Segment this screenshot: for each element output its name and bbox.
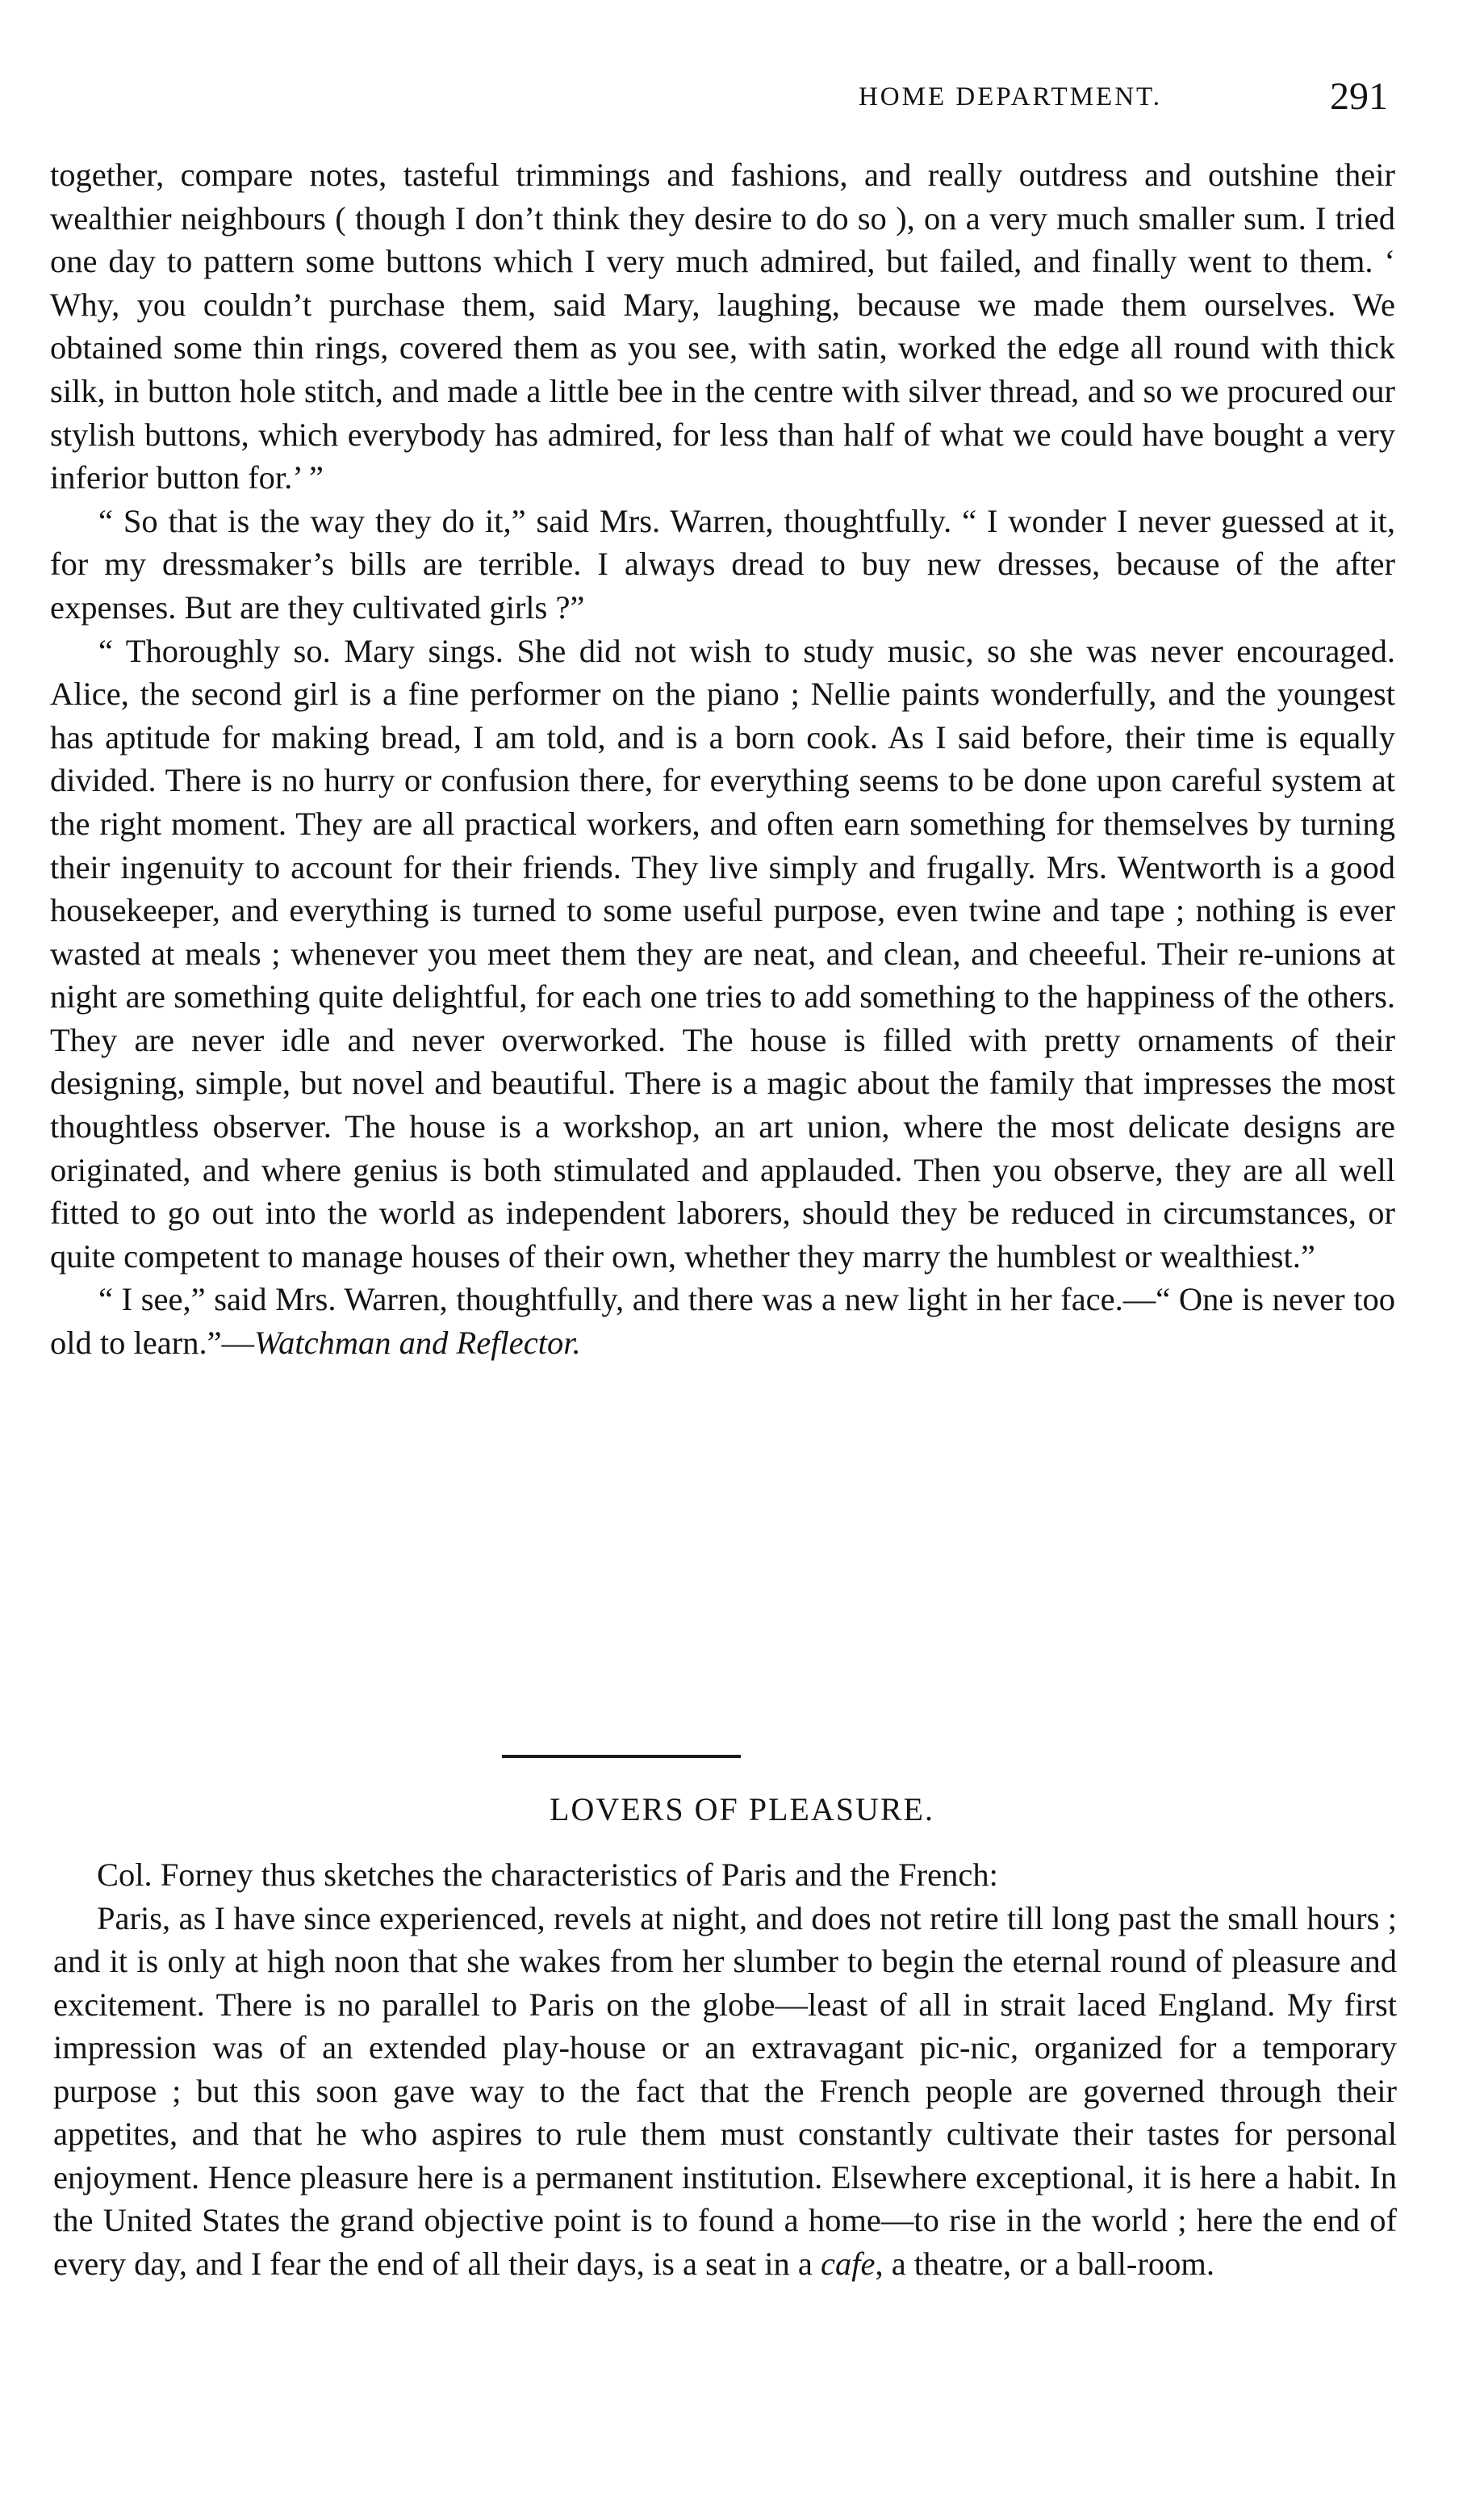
section-divider: [502, 1755, 741, 1758]
paragraph: “ So that is the way they do it,” said Mrs. Warren, thoughtfully. “ I wonder I never guessed at it, for my dressmaker’s bills are terrible. I always dread to buy new dresses, because of the after expenses. But are they cultivated girls ?”: [50, 502, 1395, 626]
article-title: LOVERS OF PLEASURE.: [550, 1791, 934, 1827]
running-head: [48, 74, 1388, 123]
page-number: 291: [1330, 75, 1388, 118]
paragraph: [53, 1897, 1397, 2286]
paragraph-text-end: , a theatre, or a ball-room.: [875, 2245, 1215, 2282]
closing-quote-text: “ I see,” said Mrs. Warren, thoughtfully, and there was a new light in her face.—“ One is never too old to learn.”—: [50, 1281, 1395, 1362]
paragraph: [50, 1278, 1395, 1364]
paragraph: together, compare notes, tasteful trimmings and fashions, and really outdress and outshine their wealthier neighbours ( though I don’t think they desire to do so ), on a very much smaller sum. I tried one day to pattern some buttons which I very much admired, but failed, and finally went to them. ‘ Why, you couldn’t purchase them, said Mary, laughing, because we made them ourselves. We obtained some thin rings, covered them as you see, with satin, worked the edge all round with thick silk, in button hole stitch, and made a little bee in the centre with silver thread, and so we procured our stylish buttons, which everybody has admired, for less than half of what we could have bought a very inferior button for.’ ”: [50, 157, 1395, 496]
running-head-title: HOME DEPARTMENT.: [858, 82, 1162, 111]
paragraph-text: Paris, as I have since experienced, revels at night, and does not retire till long past the small hours ; and it is only at high noon that she wakes from her slumber to begin the eternal round of pleasure and excitement. There is no parallel to Paris on the globe—least of all in strait laced England. My first impression was of an extended play-house or an extravagant pic-nic, organized for a temporary purpose ; but this soon gave way to the fact that the French people are governed through their appetites, and that he who aspires to rule them must constantly cultivate their tastes for personal enjoyment. Hence pleasure here is a permanent institution. Elsewhere exceptional, it is here a habit. In the United States the grand objective point is to found a home—to rise in the world ; here the end of every day, and I fear the end of all their days, is a seat in a: [53, 1899, 1397, 2282]
article-lovers-of-pleasure: [53, 1853, 1397, 2285]
article-home-department: [50, 153, 1395, 1365]
italic-word: cafe: [820, 2245, 876, 2282]
paragraph: Col. Forney thus sketches the characteristics of Paris and the French:: [97, 1856, 998, 1893]
paragraph: “ Thoroughly so. Mary sings. She did not wish to study music, so she was never encouraged. Alice, the second girl is a fine performer on the piano ; Nellie paints wonderfully, and the youngest has aptitude for making bread, I am told, and is a born cook. As I said before, their time is equally divided. There is no hurry or confusion there, for everything seems to be done upon careful system at the right moment. They are all practical workers, and often earn something for themselves by turning their ingenuity to account for their friends. They live simply and frugally. Mrs. Wentworth is a good housekeeper, and everything is turned to some useful purpose, even twine and tape ; nothing is ever wasted at meals ; whenever you meet them they are neat, and clean, and cheeeful. Their re-unions at night are something quite delightful, for each one tries to add something to the happiness of the others. They are never idle and never overworked. The house is filled with pretty ornaments of their designing, simple, but novel and beautiful. There is a magic about the family that impresses the most thoughtless observer. The house is a workshop, an art union, where the most delicate designs are originated, and where genius is both stimulated and applauded. Then you observe, they are all well fitted to go out into the world as independent laborers, should they be reduced in circumstances, or quite competent to manage houses of their own, whether they marry the humblest or wealthiest.”: [50, 632, 1395, 1275]
source-citation: Watchman and Reflector.: [254, 1325, 581, 1362]
